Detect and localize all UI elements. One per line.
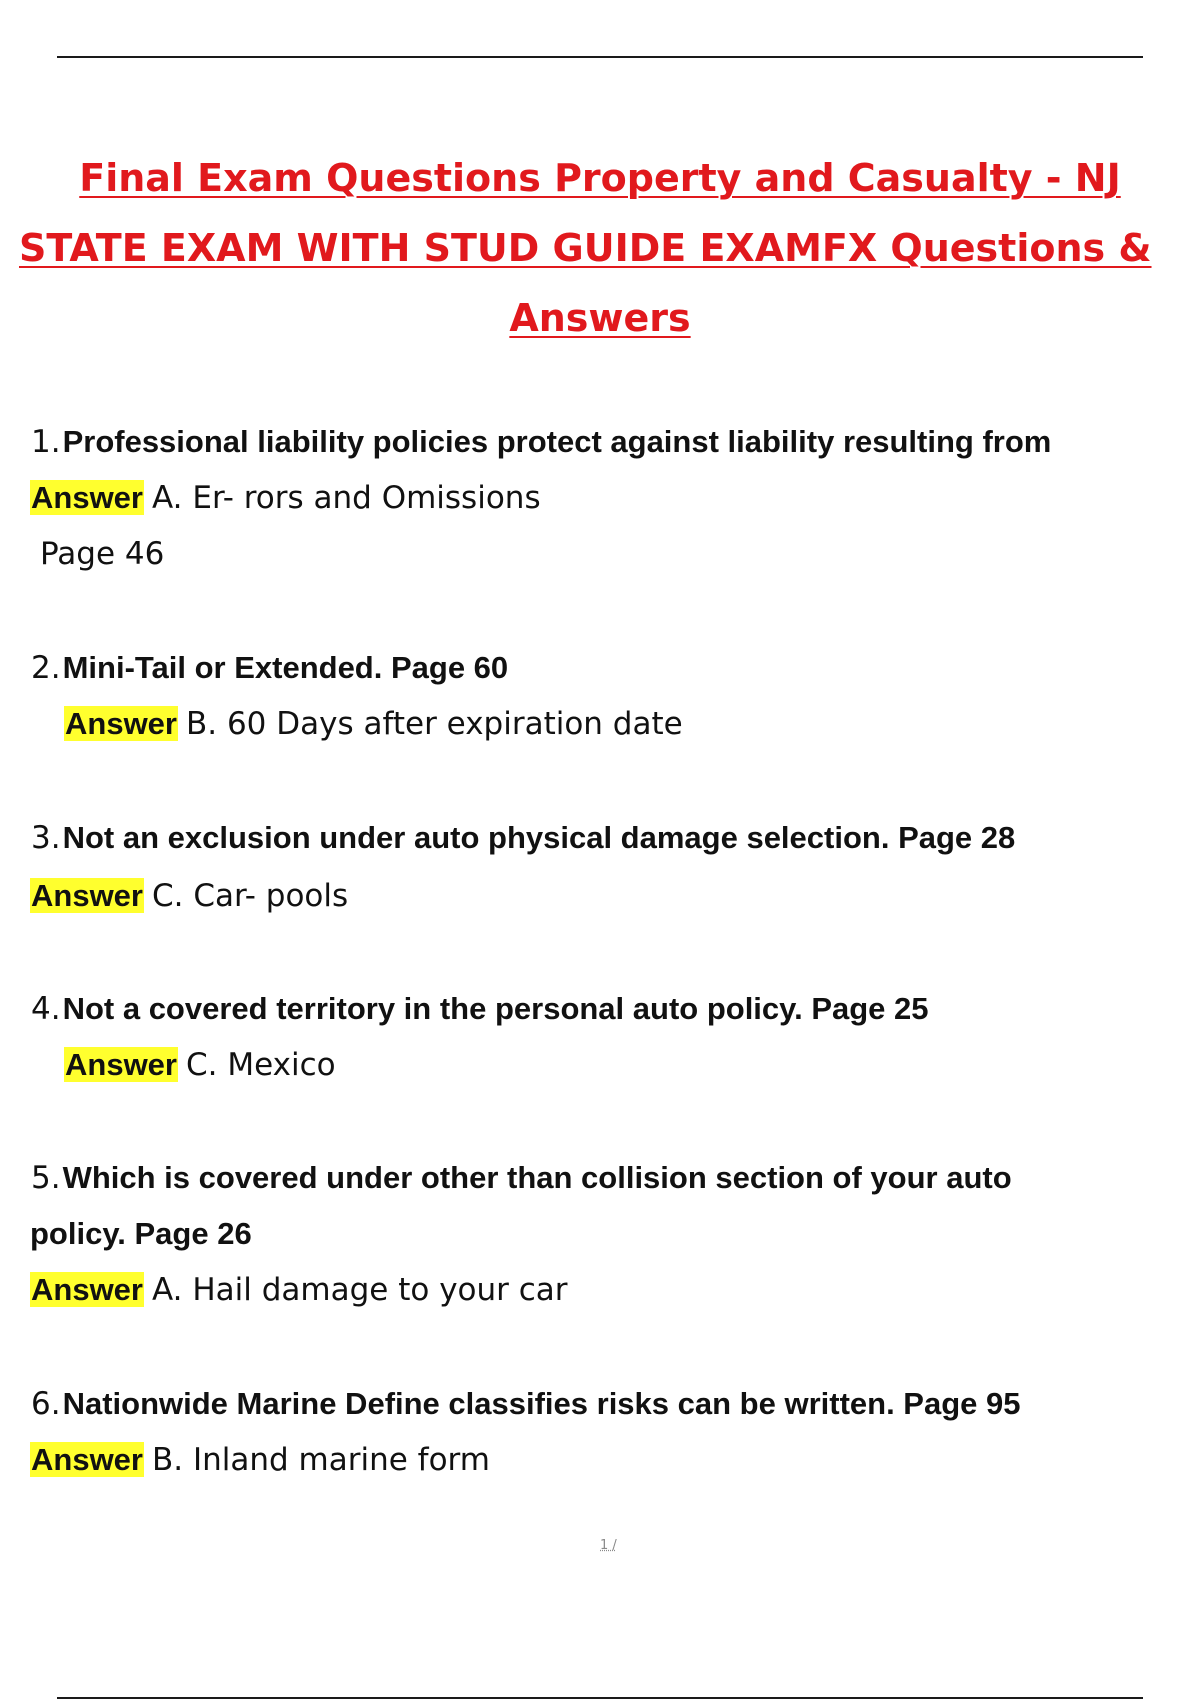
answer-label: Answer xyxy=(65,1047,177,1082)
question-3-answer: Answer C. Car- pools xyxy=(31,878,349,914)
question-5-text: 5.Which is covered under other than collision section of your auto xyxy=(31,1160,1012,1196)
question-4-answer: Answer C. Mexico xyxy=(65,1047,336,1083)
question-2-answer: Answer B. 60 Days after expiration date xyxy=(65,706,683,742)
question-6-answer: Answer B. Inland marine form xyxy=(31,1442,490,1478)
bottom-rule xyxy=(57,1697,1143,1699)
answer-label: Answer xyxy=(31,1442,143,1477)
question-5-answer: Answer A. Hail damage to your car xyxy=(31,1272,568,1308)
title-line-1: Final Exam Questions Property and Casualty - NJ xyxy=(79,156,1121,200)
top-rule xyxy=(57,56,1143,58)
answer-label: Answer xyxy=(31,480,143,515)
title-line-2: STATE EXAM WITH STUD GUIDE EXAMFX Questions & xyxy=(19,226,1152,270)
question-1-page-ref: Page 46 xyxy=(40,536,165,572)
document-title xyxy=(0,150,1200,360)
question-1-answer: Answer A. Er- rors and Omissions xyxy=(31,480,541,516)
answer-label: Answer xyxy=(31,1272,143,1307)
question-6-text: 6.Nationwide Marine Define classifies risks can be written. Page 95 xyxy=(31,1386,1021,1422)
page-indicator: 1 / xyxy=(600,1538,617,1553)
answer-label: Answer xyxy=(65,706,177,741)
question-1-text: 1.Professional liability policies protect against liability resulting from xyxy=(31,424,1052,460)
title-line-3: Answers xyxy=(509,296,691,340)
question-2-text: 2.Mini-Tail or Extended. Page 60 xyxy=(31,650,509,686)
answer-label: Answer xyxy=(31,878,143,913)
question-3-text: 3.Not an exclusion under auto physical damage selection. Page 28 xyxy=(31,820,1016,856)
question-5-text-cont: policy. Page 26 xyxy=(30,1216,252,1251)
question-4-text: 4.Not a covered territory in the personal auto policy. Page 25 xyxy=(31,991,929,1027)
